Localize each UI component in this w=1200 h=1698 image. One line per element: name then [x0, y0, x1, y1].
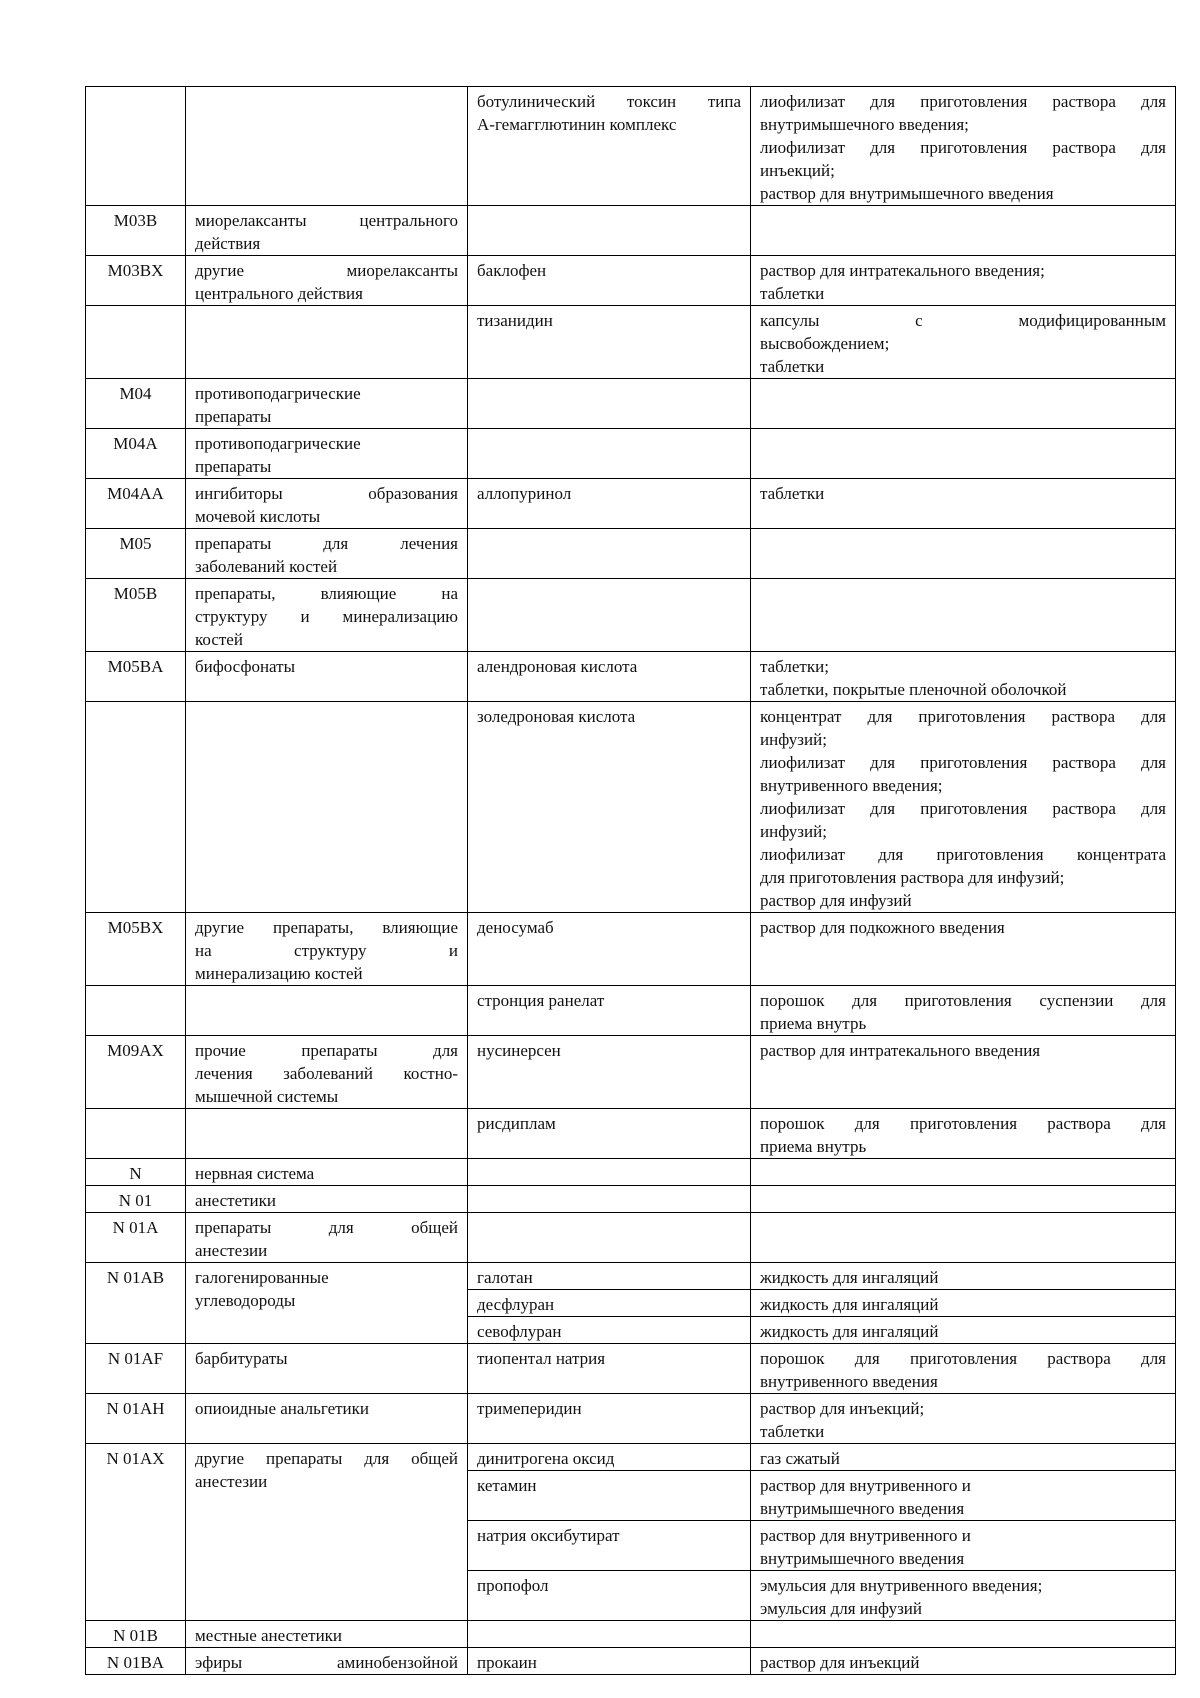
dosage-form-cell-line: инфузий; — [760, 730, 827, 749]
dosage-form-cell — [751, 1444, 1176, 1471]
group-name-cell-line: лечения заболеваний костно- — [195, 1064, 458, 1083]
atc-code-cell — [86, 529, 186, 579]
dosage-form-cell — [751, 1213, 1176, 1263]
atc-code-cell — [86, 1159, 186, 1186]
dosage-form-cell — [751, 1109, 1176, 1159]
dosage-form-cell — [751, 1344, 1176, 1394]
drug-name-cell — [468, 256, 751, 306]
table-row — [86, 1263, 1176, 1290]
dosage-form-cell — [751, 1621, 1176, 1648]
drug-name-cell-line: алендроновая кислота — [477, 657, 638, 676]
group-name-cell-line: прочие препараты для — [195, 1041, 458, 1060]
dosage-form-cell — [751, 1648, 1176, 1675]
dosage-form-cell-line: жидкость для ингаляций — [760, 1295, 939, 1314]
group-name-cell-line: анестезии — [195, 1241, 268, 1260]
atc-code-cell — [86, 652, 186, 702]
atc-code-cell — [86, 306, 186, 379]
dosage-form-cell-line: порошок для приготовления суспензии для — [760, 991, 1166, 1010]
atc-code-cell-text: M04A — [113, 434, 158, 453]
atc-code-cell-text: M03B — [113, 211, 158, 230]
group-name-cell-line: мышечной системы — [195, 1087, 339, 1106]
table-row — [86, 1648, 1176, 1675]
drug-name-cell — [468, 1521, 751, 1571]
drug-name-cell — [468, 1621, 751, 1648]
dosage-form-cell — [751, 1471, 1176, 1521]
drug-name-cell — [468, 1186, 751, 1213]
atc-code-cell — [86, 579, 186, 652]
group-name-cell — [186, 1213, 468, 1263]
atc-code-cell-text: N 01AB — [106, 1268, 165, 1287]
drug-name-cell — [468, 1394, 751, 1444]
atc-code-cell — [86, 87, 186, 206]
dosage-form-cell — [751, 1159, 1176, 1186]
group-name-cell — [186, 1036, 468, 1109]
atc-code-cell — [86, 702, 186, 913]
drug-name-cell-line: аллопуринол — [477, 484, 572, 503]
dosage-form-cell-line: таблетки — [760, 484, 825, 503]
atc-code-cell-text: N 01BA — [106, 1653, 165, 1672]
drug-name-cell — [468, 379, 751, 429]
dosage-form-cell — [751, 429, 1176, 479]
group-name-cell-line: бифосфонаты — [195, 657, 296, 676]
atc-code-cell — [86, 206, 186, 256]
atc-code-cell-text: M04AA — [107, 484, 164, 503]
drug-name-cell-line: баклофен — [477, 261, 547, 280]
dosage-form-cell-line: внутривенного введения — [760, 1372, 938, 1391]
dosage-form-cell-line: для приготовления раствора для инфузий; — [760, 868, 1065, 887]
dosage-form-cell-line: раствор для внутривенного и — [760, 1476, 971, 1495]
dosage-form-cell — [751, 702, 1176, 913]
group-name-cell-line: на структуру и — [195, 941, 458, 960]
group-name-cell — [186, 1394, 468, 1444]
atc-code-cell — [86, 479, 186, 529]
dosage-form-cell-line: приема внутрь — [760, 1014, 867, 1033]
table-row — [86, 306, 1176, 379]
dosage-form-cell — [751, 306, 1176, 379]
drug-name-cell — [468, 702, 751, 913]
dosage-form-cell-line: лиофилизат для приготовления раствора для — [760, 92, 1166, 111]
drug-name-cell-line: стронция ранелат — [477, 991, 605, 1010]
table-row — [86, 206, 1176, 256]
group-name-cell-line: костей — [195, 630, 243, 649]
group-name-cell — [186, 256, 468, 306]
dosage-form-cell — [751, 652, 1176, 702]
dosage-form-cell — [751, 479, 1176, 529]
drug-name-cell — [468, 87, 751, 206]
dosage-form-cell-line: раствор для инъекций — [760, 1653, 920, 1672]
dosage-form-cell-line: раствор для внутривенного и — [760, 1526, 971, 1545]
drug-name-cell — [468, 579, 751, 652]
group-name-cell — [186, 1263, 468, 1344]
drug-name-cell — [468, 1648, 751, 1675]
drug-name-cell-line: золедроновая кислота — [477, 707, 636, 726]
atc-code-cell-text: M09AX — [107, 1041, 164, 1060]
group-name-cell-line: углеводороды — [195, 1291, 296, 1310]
dosage-form-cell — [751, 1317, 1176, 1344]
atc-code-cell — [86, 1109, 186, 1159]
group-name-cell — [186, 479, 468, 529]
dosage-form-cell — [751, 1036, 1176, 1109]
drug-name-cell-line: севофлуран — [477, 1322, 562, 1341]
dosage-form-cell — [751, 986, 1176, 1036]
atc-code-cell — [86, 1621, 186, 1648]
drug-name-cell-line: ботулинический токсин типа — [477, 92, 741, 111]
dosage-form-cell-line: эмульсия для инфузий — [760, 1599, 923, 1618]
atc-code-cell-text: M03BX — [107, 261, 164, 280]
atc-code-cell-text: M05 — [119, 534, 152, 553]
atc-code-cell — [86, 1394, 186, 1444]
group-name-cell — [186, 1621, 468, 1648]
group-name-cell-line: опиоидные анальгетики — [195, 1399, 370, 1418]
dosage-form-cell-line: высвобождением; — [760, 334, 890, 353]
drug-name-cell — [468, 1159, 751, 1186]
dosage-form-cell — [751, 1290, 1176, 1317]
drug-name-cell-line: галотан — [477, 1268, 533, 1287]
drug-name-cell — [468, 1317, 751, 1344]
dosage-form-cell-line: раствор для интратекального введения; — [760, 261, 1045, 280]
group-name-cell-line: минерализацию костей — [195, 964, 363, 983]
group-name-cell — [186, 986, 468, 1036]
group-name-cell — [186, 1159, 468, 1186]
table-row — [86, 579, 1176, 652]
atc-code-cell-text: M05BX — [107, 918, 164, 937]
dosage-form-cell-line: лиофилизат для приготовления концентрата — [760, 845, 1166, 864]
group-name-cell — [186, 379, 468, 429]
atc-code-cell — [86, 1186, 186, 1213]
drug-name-cell — [468, 1571, 751, 1621]
dosage-form-cell-line: таблетки — [760, 1422, 825, 1441]
group-name-cell — [186, 1444, 468, 1621]
group-name-cell-line: галогенированные — [195, 1268, 329, 1287]
drug-name-cell-line: тизанидин — [477, 311, 553, 330]
atc-code-cell — [86, 1344, 186, 1394]
dosage-form-cell-line: эмульсия для внутривенного введения; — [760, 1576, 1043, 1595]
atc-code-cell-text: N 01AX — [106, 1449, 165, 1468]
atc-code-cell-text: N 01 — [118, 1191, 153, 1210]
group-name-cell-line: препараты для лечения — [195, 534, 458, 553]
drug-name-cell — [468, 652, 751, 702]
atc-code-cell — [86, 256, 186, 306]
dosage-form-cell-line: таблетки — [760, 284, 825, 303]
group-name-cell-line: центрального действия — [195, 284, 363, 303]
group-name-cell-line: ингибиторы образования — [195, 484, 458, 503]
dosage-form-cell — [751, 1394, 1176, 1444]
group-name-cell-line: мочевой кислоты — [195, 507, 321, 526]
drug-name-cell-line: А-гемагглютинин комплекс — [477, 115, 677, 134]
dosage-form-cell-line: раствор для инфузий — [760, 891, 912, 910]
group-name-cell — [186, 529, 468, 579]
group-name-cell — [186, 1648, 468, 1675]
document-page — [85, 86, 1175, 1675]
table-row — [86, 479, 1176, 529]
drug-name-cell — [468, 1263, 751, 1290]
atc-code-cell-text: N 01B — [113, 1626, 158, 1645]
dosage-form-cell-line: приема внутрь — [760, 1137, 867, 1156]
drug-name-cell-line: нусинерсен — [477, 1041, 561, 1060]
group-name-cell — [186, 306, 468, 379]
dosage-form-cell-line: внутривенного введения; — [760, 776, 943, 795]
group-name-cell-line: нервная система — [195, 1164, 315, 1183]
atc-code-cell-text: M05B — [113, 584, 158, 603]
drug-name-cell-line: тримеперидин — [477, 1399, 582, 1418]
group-name-cell-line: анестезии — [195, 1472, 268, 1491]
dosage-form-cell-line: таблетки — [760, 357, 825, 376]
dosage-form-cell-line: раствор для инъекций; — [760, 1399, 925, 1418]
atc-code-cell — [86, 1263, 186, 1344]
atc-code-cell — [86, 1213, 186, 1263]
group-name-cell-line: другие препараты, влияющие — [195, 918, 458, 937]
drug-name-cell-line: тиопентал натрия — [477, 1349, 606, 1368]
atc-code-cell — [86, 913, 186, 986]
dosage-form-cell-line: таблетки, покрытые пленочной оболочкой — [760, 680, 1067, 699]
dosage-form-cell — [751, 529, 1176, 579]
drug-name-cell — [468, 1290, 751, 1317]
table-row — [86, 1159, 1176, 1186]
group-name-cell — [186, 579, 468, 652]
drug-name-cell-line: динитрогена оксид — [477, 1449, 615, 1468]
dosage-form-cell-line: порошок для приготовления раствора для — [760, 1114, 1166, 1133]
table-row — [86, 1186, 1176, 1213]
dosage-form-cell-line: инъекций; — [760, 161, 835, 180]
group-name-cell-line: эфиры аминобензойной — [195, 1653, 458, 1672]
atc-code-cell-text: N 01AF — [107, 1349, 164, 1368]
dosage-form-cell — [751, 579, 1176, 652]
group-name-cell-line: противоподагрические — [195, 434, 361, 453]
dosage-form-cell — [751, 1521, 1176, 1571]
dosage-form-cell-line: лиофилизат для приготовления раствора для — [760, 799, 1166, 818]
table-row — [86, 256, 1176, 306]
dosage-form-cell-line: капсулы с модифицированным — [760, 311, 1166, 330]
table-row — [86, 652, 1176, 702]
table-row — [86, 87, 1176, 206]
atc-code-cell — [86, 379, 186, 429]
group-name-cell — [186, 429, 468, 479]
drug-name-cell-line: кетамин — [477, 1476, 537, 1495]
group-name-cell-line: структуру и минерализацию — [195, 607, 458, 626]
dosage-form-cell-line: жидкость для ингаляций — [760, 1322, 939, 1341]
table-row — [86, 1394, 1176, 1444]
drug-list-body — [86, 87, 1176, 1675]
group-name-cell — [186, 1344, 468, 1394]
dosage-form-cell-line: таблетки; — [760, 657, 829, 676]
dosage-form-cell — [751, 1186, 1176, 1213]
dosage-form-cell-line: раствор для интратекального введения — [760, 1041, 1041, 1060]
atc-code-cell-text: M05BA — [107, 657, 164, 676]
group-name-cell-line: препараты для общей — [195, 1218, 458, 1237]
table-row — [86, 379, 1176, 429]
drug-name-cell — [468, 1109, 751, 1159]
drug-name-cell-line: пропофол — [477, 1576, 549, 1595]
group-name-cell-line: действия — [195, 234, 261, 253]
group-name-cell — [186, 702, 468, 913]
atc-code-cell — [86, 429, 186, 479]
group-name-cell-line: заболеваний костей — [195, 557, 338, 576]
dosage-form-cell-line: концентрат для приготовления раствора для — [760, 707, 1166, 726]
group-name-cell-line: противоподагрические — [195, 384, 361, 403]
drug-name-cell-line: десфлуран — [477, 1295, 555, 1314]
group-name-cell — [186, 87, 468, 206]
group-name-cell-line: местные анестетики — [195, 1626, 343, 1645]
table-row — [86, 1213, 1176, 1263]
dosage-form-cell-line: газ сжатый — [760, 1449, 840, 1468]
drug-name-cell-line: прокаин — [477, 1653, 537, 1672]
table-row — [86, 1109, 1176, 1159]
dosage-form-cell-line: раствор для внутримышечного введения — [760, 184, 1054, 203]
dosage-form-cell — [751, 913, 1176, 986]
atc-code-cell-text: N 01A — [112, 1218, 159, 1237]
dosage-form-cell — [751, 256, 1176, 306]
table-row — [86, 913, 1176, 986]
atc-code-cell — [86, 1444, 186, 1621]
table-row — [86, 1036, 1176, 1109]
drug-name-cell — [468, 1444, 751, 1471]
atc-code-cell-text: N — [129, 1164, 142, 1183]
dosage-form-cell-line: внутримышечного введения — [760, 1549, 965, 1568]
dosage-form-cell — [751, 87, 1176, 206]
atc-code-cell-text: N 01AH — [106, 1399, 165, 1418]
table-row — [86, 529, 1176, 579]
dosage-form-cell — [751, 206, 1176, 256]
group-name-cell-line: другие препараты для общей — [195, 1449, 458, 1468]
dosage-form-cell-line: лиофилизат для приготовления раствора для — [760, 138, 1166, 157]
drug-name-cell — [468, 529, 751, 579]
drug-list-table — [85, 86, 1176, 1675]
group-name-cell-line: барбитураты — [195, 1349, 288, 1368]
table-row — [86, 1444, 1176, 1471]
drug-name-cell-line: рисдиплам — [477, 1114, 556, 1133]
atc-code-cell — [86, 1036, 186, 1109]
drug-name-cell-line: натрия оксибутират — [477, 1526, 620, 1545]
drug-name-cell — [468, 479, 751, 529]
table-row — [86, 1344, 1176, 1394]
dosage-form-cell-line: лиофилизат для приготовления раствора для — [760, 753, 1166, 772]
dosage-form-cell-line: внутримышечного введения; — [760, 115, 969, 134]
drug-name-cell — [468, 429, 751, 479]
group-name-cell-line: препараты — [195, 457, 272, 476]
group-name-cell — [186, 206, 468, 256]
group-name-cell — [186, 913, 468, 986]
atc-code-cell — [86, 1648, 186, 1675]
drug-name-cell — [468, 1213, 751, 1263]
table-row — [86, 986, 1176, 1036]
drug-name-cell — [468, 1471, 751, 1521]
group-name-cell-line: другие миорелаксанты — [195, 261, 458, 280]
drug-name-cell-line: деносумаб — [477, 918, 554, 937]
dosage-form-cell — [751, 1571, 1176, 1621]
drug-name-cell — [468, 306, 751, 379]
dosage-form-cell-line: жидкость для ингаляций — [760, 1268, 939, 1287]
group-name-cell-line: миорелаксанты центрального — [195, 211, 458, 230]
table-row — [86, 1621, 1176, 1648]
dosage-form-cell — [751, 379, 1176, 429]
drug-name-cell — [468, 913, 751, 986]
group-name-cell-line: анестетики — [195, 1191, 277, 1210]
group-name-cell — [186, 1186, 468, 1213]
atc-code-cell-text: M04 — [119, 384, 152, 403]
table-row — [86, 702, 1176, 913]
atc-code-cell — [86, 986, 186, 1036]
dosage-form-cell-line: инфузий; — [760, 822, 827, 841]
group-name-cell-line: препараты, влияющие на — [195, 584, 458, 603]
group-name-cell-line: препараты — [195, 407, 272, 426]
dosage-form-cell-line: порошок для приготовления раствора для — [760, 1349, 1166, 1368]
dosage-form-cell-line: внутримышечного введения — [760, 1499, 965, 1518]
drug-name-cell — [468, 986, 751, 1036]
group-name-cell — [186, 1109, 468, 1159]
drug-name-cell — [468, 1344, 751, 1394]
drug-name-cell — [468, 1036, 751, 1109]
group-name-cell — [186, 652, 468, 702]
drug-name-cell — [468, 206, 751, 256]
table-row — [86, 429, 1176, 479]
dosage-form-cell-line: раствор для подкожного введения — [760, 918, 1005, 937]
dosage-form-cell — [751, 1263, 1176, 1290]
